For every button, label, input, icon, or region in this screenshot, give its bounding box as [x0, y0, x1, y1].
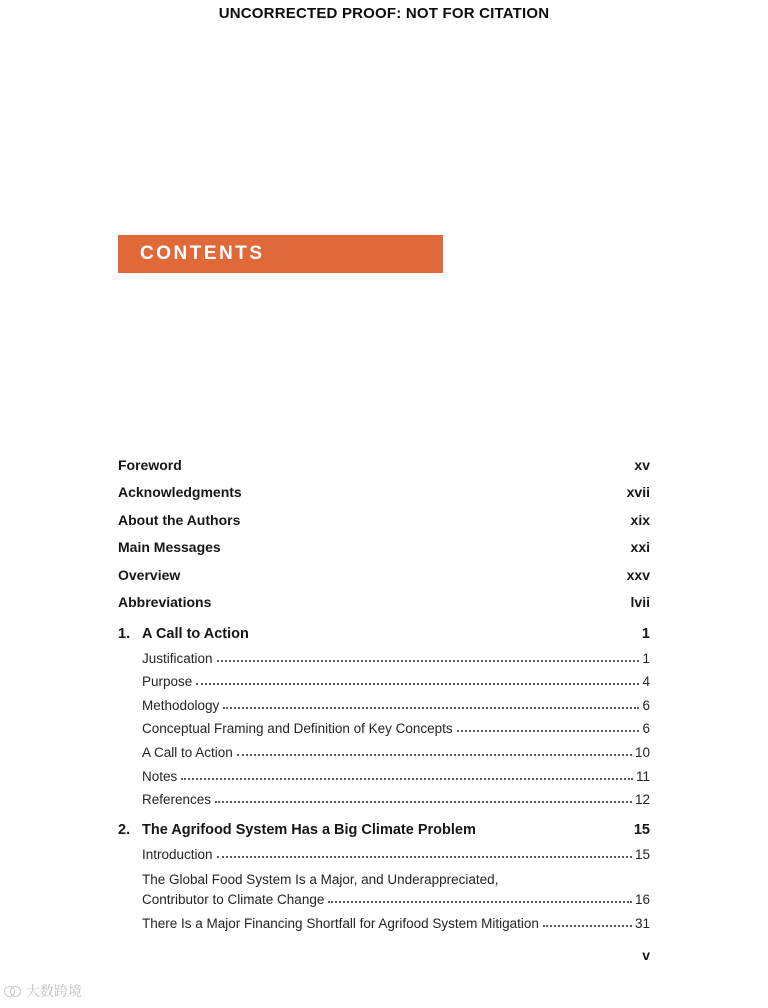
toc-subentry-page: 10 — [634, 744, 650, 760]
page-number: v — [642, 947, 650, 963]
toc-subentry-page: 6 — [642, 697, 650, 713]
chapter-title: A Call to Action — [142, 626, 249, 642]
toc-entry-label: Foreword — [118, 456, 182, 473]
toc-entry-page: xix — [630, 511, 650, 528]
toc-subentry — [142, 739, 650, 763]
contents-title: CONTENTS — [140, 243, 265, 264]
toc-entry-label: About the Authors — [118, 511, 241, 528]
toc-subentry-label: Methodology — [142, 697, 220, 713]
table-of-contents — [118, 449, 650, 934]
dot-leader — [237, 754, 632, 756]
toc-subentry-page: 6 — [642, 721, 650, 737]
toc-entry-label: Overview — [118, 566, 181, 583]
dot-leader — [328, 901, 632, 903]
toc-subentry — [142, 669, 650, 693]
toc-entry-main-messages — [118, 532, 650, 560]
toc-subentry-page: 15 — [634, 846, 650, 862]
toc-entry-page: xvii — [626, 484, 650, 500]
toc-subentry — [142, 787, 650, 811]
toc-entry-page: xxi — [630, 539, 650, 555]
toc-subentry-page: 11 — [635, 768, 650, 784]
dot-leader — [457, 730, 640, 732]
chapter-number: 1. — [118, 626, 131, 642]
toc-subentry-label: A Call to Action — [142, 744, 233, 760]
toc-subentry — [142, 910, 650, 934]
toc-entry-overview — [118, 559, 650, 587]
toc-subentry-label: Notes — [142, 768, 178, 784]
dot-leader — [543, 925, 632, 927]
dot-leader — [223, 707, 639, 709]
toc-subentry-label: There Is a Major Financing Shortfall for Agrifood System Mitigation — [142, 915, 539, 931]
toc-entry-page: xv — [634, 456, 650, 473]
toc-entry-abbreviations — [118, 587, 650, 615]
toc-subentry-label: References — [142, 792, 212, 808]
toc-subentry-label: Introduction — [142, 846, 213, 862]
dot-leader — [196, 683, 639, 685]
toc-subentry-page: 12 — [634, 792, 650, 808]
toc-subentry — [142, 645, 650, 669]
toc-subentry — [142, 692, 650, 716]
watermark-logo-icon — [4, 983, 21, 999]
watermark-text: 大数跨境 — [26, 983, 82, 999]
toc-entry-acknowledgments — [118, 477, 650, 505]
dot-leader — [217, 856, 632, 858]
toc-entry-page: lvii — [630, 594, 650, 610]
contents-banner — [118, 235, 443, 273]
toc-entry-label: Abbreviations — [118, 594, 212, 610]
dot-leader — [215, 801, 632, 803]
toc-subentry-label-line2: Contributor to Climate Change — [142, 892, 325, 908]
toc-entry-page: xxv — [626, 566, 650, 583]
toc-entry-about-the-authors — [118, 504, 650, 532]
toc-chapter-2 — [118, 815, 650, 841]
toc-chapter-1 — [118, 619, 650, 645]
chapter-page: 15 — [633, 822, 650, 839]
toc-subentry-page: 1 — [642, 650, 650, 666]
toc-entry-label: Main Messages — [118, 539, 221, 555]
toc-entry-label: Acknowledgments — [118, 484, 242, 500]
toc-entry-foreword — [118, 449, 650, 477]
toc-subentry-two-line — [142, 865, 650, 911]
toc-subentry-label: Purpose — [142, 674, 193, 690]
proof-notice: UNCORRECTED PROOF: NOT FOR CITATION — [218, 5, 550, 22]
dot-leader — [181, 778, 633, 780]
toc-subentry-label-line1: The Global Food System Is a Major, and Underappreciated, — [142, 871, 499, 887]
toc-subentry — [142, 716, 650, 740]
toc-subentry — [142, 763, 650, 787]
watermark — [4, 981, 82, 1001]
dot-leader — [217, 660, 640, 662]
toc-subentry-page: 4 — [642, 674, 650, 690]
toc-subentry-page: 31 — [634, 915, 650, 931]
chapter-page: 1 — [641, 626, 650, 642]
toc-subentry-label: Justification — [142, 650, 213, 666]
chapter-number: 2. — [118, 822, 131, 839]
chapter-title: The Agrifood System Has a Big Climate Problem — [142, 822, 476, 839]
toc-subentry — [142, 841, 650, 865]
toc-subentry-page: 16 — [634, 892, 650, 908]
toc-subentry-label: Conceptual Framing and Definition of Key Concepts — [142, 721, 453, 737]
